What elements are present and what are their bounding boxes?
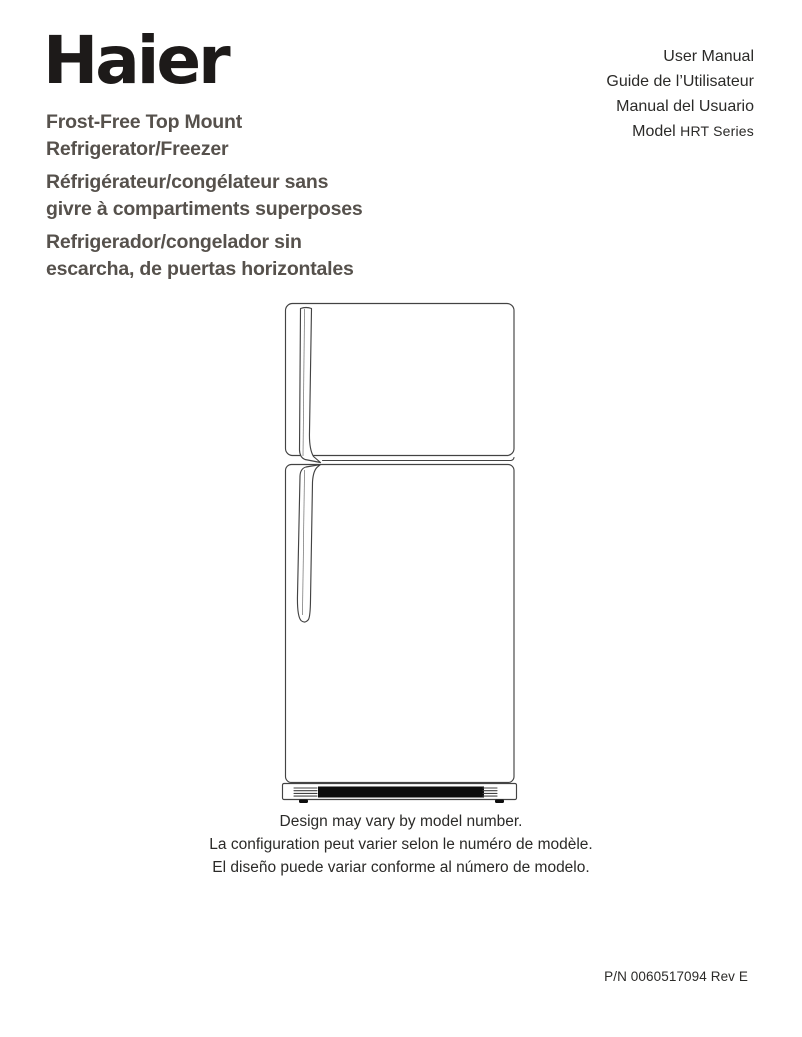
title-line: Refrigerator/Freezer <box>46 138 229 160</box>
product-title-es <box>46 229 363 283</box>
model-value: HRT Series <box>680 123 754 139</box>
design-note-fr: La configuration peut varier selon le numéro de modèle. <box>209 836 593 853</box>
manual-title-es: Manual del Usuario <box>616 98 754 115</box>
title-line: Réfrigérateur/congélateur sans <box>46 171 329 193</box>
haier-logo: Haier <box>43 22 228 99</box>
part-number: P/N 0060517094 Rev E <box>604 969 748 984</box>
door-handle <box>297 308 320 623</box>
title-line: escarcha, de puertas horizontales <box>46 258 354 280</box>
product-title-block <box>46 109 363 289</box>
refrigerator-door <box>286 465 515 783</box>
design-note-es: El diseño puede variar conforme al número de modelo. <box>212 859 590 876</box>
base-grille <box>283 784 517 800</box>
manual-title-en: User Manual <box>663 48 754 65</box>
freezer-door <box>286 304 515 461</box>
product-title-en <box>46 109 363 163</box>
feet <box>299 800 504 804</box>
design-note-block <box>0 810 802 879</box>
manual-title-block <box>606 44 754 144</box>
title-line: Refrigerador/congelador sin <box>46 231 302 253</box>
design-note-en: Design may vary by model number. <box>279 813 523 830</box>
title-line: givre à compartiments superposes <box>46 198 363 220</box>
model-line <box>606 119 754 144</box>
product-title-fr <box>46 169 363 223</box>
title-line: Frost-Free Top Mount <box>46 111 243 133</box>
model-label: Model <box>632 123 676 140</box>
manual-title-fr: Guide de l’Utilisateur <box>606 73 754 90</box>
